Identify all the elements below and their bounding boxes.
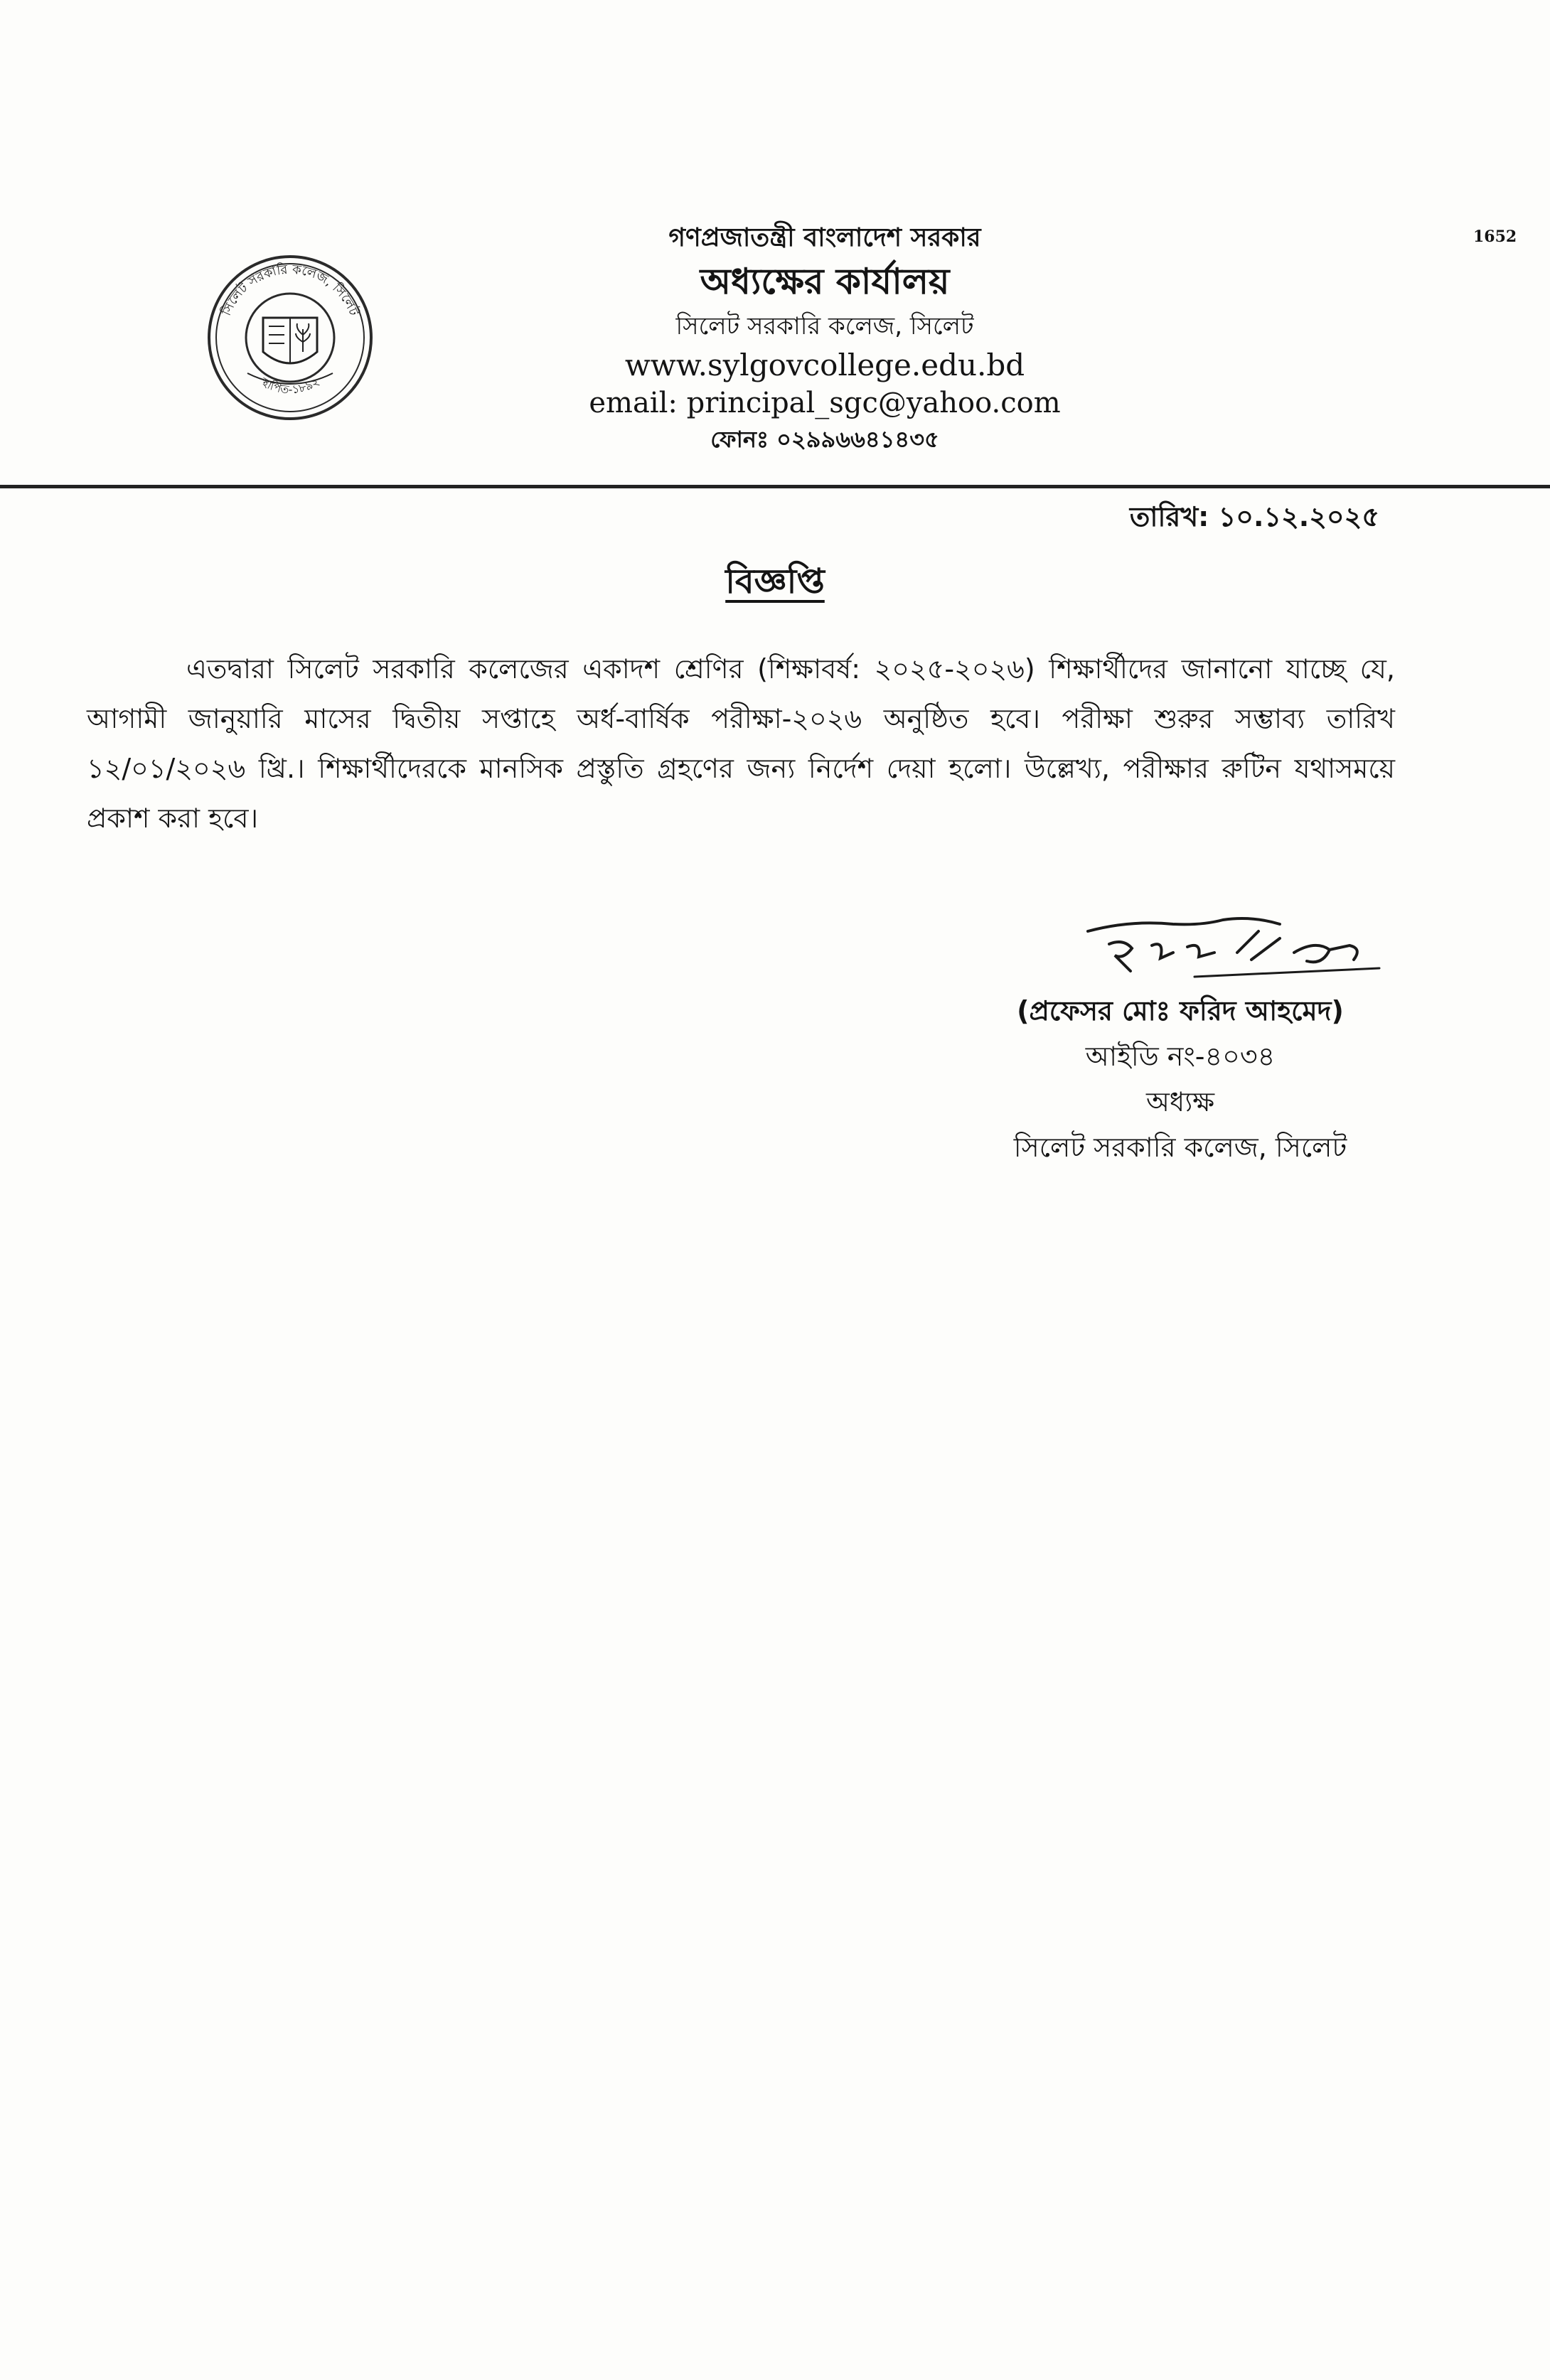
letterhead <box>398 220 1251 458</box>
svg-text:স্থাপিত-১৮৯২ <box>258 375 322 397</box>
handwritten-signature <box>1081 903 1394 995</box>
notice-date: তারিখ: ১০.১২.২০২৫ <box>1129 501 1379 532</box>
notice-paragraph: এতদ্বারা সিলেট সরকারি কলেজের একাদশ শ্রেণির (শিক্ষাবর্ষ: ২০২৫-২০২৬) শিক্ষার্থীদের জানানো যাচ্ছে যে, আগামী জানুয়ারি মাসের দ্বিতীয় সপ্তাহে অর্ধ-বার্ষিক পরীক্ষা-২০২৬ অনুষ্ঠিত হবে। পরীক্ষা শুরুর সম্ভাব্য তারিখ ১২/০১/২০২৬ খ্রি.। শিক্ষার্থীদেরকে মানসিক প্রস্তুতি গ্রহণের জন্য নির্দেশ দেয়া হলো। উল্লেখ্য, পরীক্ষার রুটিন যথাসময়ে প্রকাশ করা হবে। <box>87 653 1395 834</box>
signatory-designation: অধ্যক্ষ <box>1145 1086 1214 1117</box>
college-seal-icon <box>205 252 375 423</box>
government-name: গণপ্রজাতন্ত্রী বাংলাদেশ সরকার <box>668 223 981 252</box>
seal-top-text: সিলেট সরকারি কলেজ, সিলেট <box>219 262 361 318</box>
notice-title <box>0 556 1550 612</box>
signatory-name: (প্রফেসর মোঃ ফরিদ আহমেদ) <box>1017 995 1344 1026</box>
signatory-id: আইডি নং-৪০৩৪ <box>1085 1041 1276 1072</box>
signatory-block <box>924 988 1436 1170</box>
college-email: email: principal_sgc@yahoo.com <box>589 387 1061 419</box>
header-divider <box>0 485 1550 488</box>
office-name: অধ্যক্ষের কার্যালয় <box>700 261 950 302</box>
college-website: www.sylgovcollege.edu.bd <box>624 348 1025 382</box>
notice-title-text: বিজ্ঞপ্তি <box>725 562 825 601</box>
svg-text:সিলেট সরকারি কলেজ, সিলেট <box>219 262 363 319</box>
page-number: 1652 <box>1473 227 1517 246</box>
signatory-institution: সিলেট সরকারি কলেজ, সিলেট <box>1013 1132 1347 1163</box>
college-phone: ফোনঃ ০২৯৯৬৬৪১৪৩৫ <box>710 426 939 453</box>
seal-bottom-text: স্থাপিত-১৮৯২ <box>258 375 322 397</box>
college-name: সিলেট সরকারি কলেজ, সিলেট <box>675 312 974 341</box>
notice-body <box>87 644 1395 843</box>
